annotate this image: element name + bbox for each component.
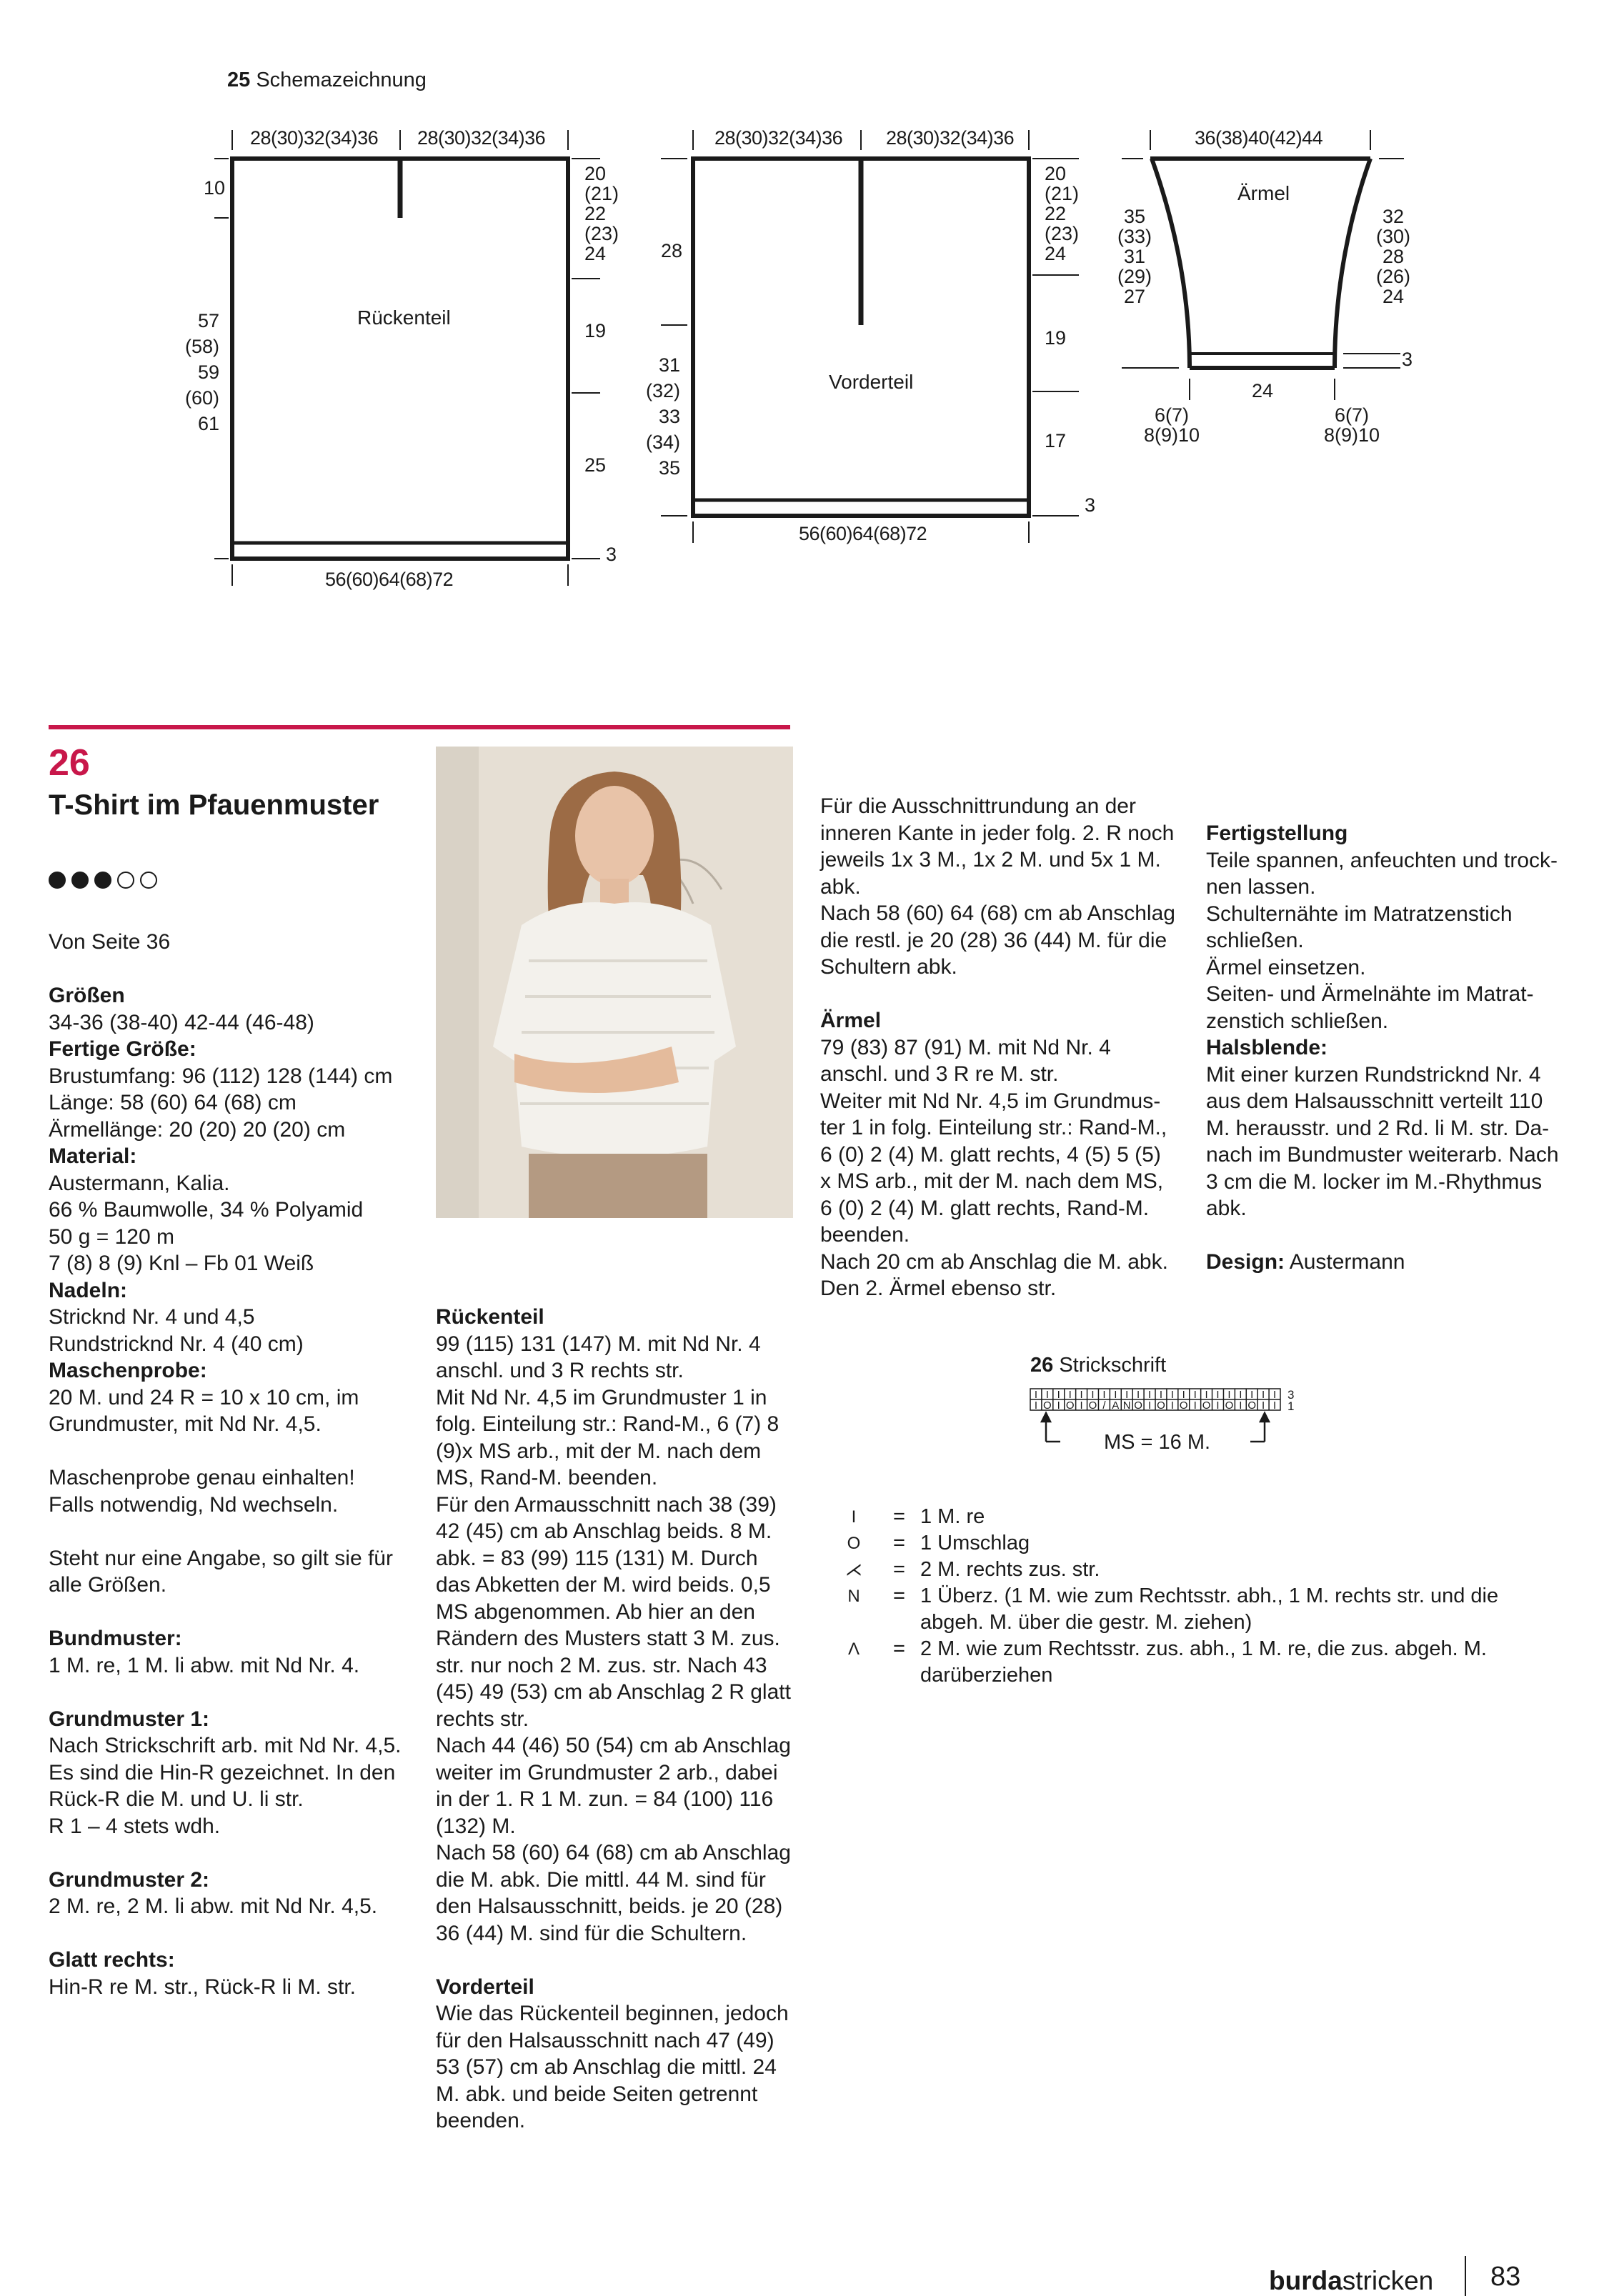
design-credit bbox=[1206, 1249, 1592, 1276]
front-left-top: 28 bbox=[661, 240, 683, 261]
sleeve-line: 6 (0) 2 (4) M. glatt rechts, Rand-M. bbox=[820, 1196, 1150, 1220]
legend-text: 1 Umschlag bbox=[920, 1532, 1030, 1554]
back-line: Rändern des Musters statt 3 M. zus. bbox=[436, 1627, 780, 1650]
base1-line: R 1 – 4 stets wdh. bbox=[49, 1814, 221, 1838]
back-top-right-width: 28(30)32(34)36 bbox=[417, 127, 546, 149]
sleeve-label: Ärmel bbox=[1237, 182, 1290, 204]
back-left-len-1: (58) bbox=[184, 336, 219, 357]
neckband-line: nach im Bundmuster weiterarb. Nach bbox=[1206, 1143, 1559, 1167]
gauge-heading: Maschenprobe: bbox=[49, 1359, 207, 1382]
accent-rule bbox=[49, 725, 790, 729]
sleeve-line: x MS arb., mit der M. nach dem MS, bbox=[820, 1169, 1164, 1193]
back-line: Mit Nd Nr. 4,5 im Grundmuster 1 in bbox=[436, 1385, 767, 1409]
finishing-line: Seiten- und Ärmelnähte im Matrat- bbox=[1206, 982, 1534, 1006]
back-line: 99 (115) 131 (147) M. mit Nd Nr. 4 bbox=[436, 1332, 761, 1356]
rib-text: 1 M. re, 1 M. li abw. mit Nd Nr. 4. bbox=[49, 1653, 360, 1677]
finishing-line: Schulternähte im Matratzenstich bbox=[1206, 902, 1513, 926]
sleeve-line: 6 (0) 2 (4) M. glatt rechts, 4 (5) 5 (5) bbox=[820, 1142, 1161, 1167]
back-left-top: 10 bbox=[204, 177, 226, 199]
chart-title: 26 Strickschrift bbox=[1030, 1354, 1167, 1377]
back-line: 42 (45) cm ab Anschlag beids. 8 M. bbox=[436, 1519, 772, 1543]
chart-cell-symbol: I bbox=[1193, 1389, 1197, 1401]
chart-cell-symbol: O bbox=[1065, 1399, 1075, 1412]
sleeve-right-len-4: 24 bbox=[1382, 286, 1405, 307]
chart-cell-symbol: I bbox=[1080, 1389, 1083, 1401]
chart-cell-symbol: O bbox=[1247, 1399, 1257, 1412]
difficulty-dot-filled bbox=[94, 872, 111, 889]
back-line: rechts str. bbox=[436, 1707, 529, 1731]
finishing-line: zenstich schließen. bbox=[1206, 1009, 1389, 1033]
back-line: in der 1. R 1 M. zun. = 84 (100) 116 bbox=[436, 1787, 774, 1811]
front-line: Wie das Rückenteil beginnen, jedoch bbox=[436, 2002, 789, 2025]
pattern-number: 26 bbox=[49, 742, 90, 784]
pattern-title: T-Shirt im Pfauenmuster bbox=[49, 789, 379, 821]
note-line: Maschenprobe genau einhalten! bbox=[49, 1466, 355, 1489]
difficulty-dot-empty bbox=[117, 872, 134, 889]
chart-cell-symbol: I bbox=[1034, 1399, 1038, 1412]
sleeve-left-len-2: 31 bbox=[1123, 246, 1146, 267]
chart-cell-symbol: I bbox=[1205, 1389, 1208, 1401]
schematic-svg bbox=[0, 0, 1609, 643]
finishing-line: nen lassen. bbox=[1206, 875, 1316, 899]
back-heading: Rückenteil bbox=[436, 1305, 544, 1329]
front-left-len-2: 33 bbox=[658, 406, 680, 427]
needles-line: Rundstricknd Nr. 4 (40 cm) bbox=[49, 1332, 304, 1356]
needles-heading: Nadeln: bbox=[49, 1278, 128, 1302]
chart-cell-symbol: I bbox=[1239, 1389, 1242, 1401]
yarn-over-symbol-icon: O bbox=[847, 1534, 861, 1553]
back-line: anschl. und 3 R rechts str. bbox=[436, 1359, 684, 1382]
page-number: 83 bbox=[1490, 2262, 1521, 2292]
back-right-low: 25 bbox=[584, 454, 607, 476]
base1-heading: Grundmuster 1: bbox=[49, 1707, 210, 1731]
chart-cell-symbol: I bbox=[1227, 1389, 1231, 1401]
neckband-line: abk. bbox=[1206, 1197, 1247, 1220]
knit-symbol-icon: I bbox=[851, 1507, 857, 1527]
difficulty-dot-empty bbox=[140, 872, 157, 889]
sleeve-piece bbox=[1122, 130, 1404, 400]
diagram-title: 25 Schemazeichnung bbox=[227, 69, 427, 91]
back-top-left-width: 28(30)32(34)36 bbox=[250, 127, 379, 149]
chart-row-label-3: 3 bbox=[1287, 1388, 1295, 1402]
chart-cell-symbol: O bbox=[1043, 1399, 1052, 1412]
material-line: 50 g = 120 m bbox=[49, 1224, 174, 1249]
back-line: Nach 58 (60) 64 (68) cm ab Anschlag bbox=[436, 1841, 791, 1865]
chart-cell-symbol: I bbox=[1159, 1389, 1163, 1401]
chart-cell-symbol: I bbox=[1057, 1399, 1060, 1412]
material-line: Austermann, Kalia. bbox=[49, 1171, 230, 1195]
ssk-symbol-icon: N bbox=[847, 1587, 860, 1606]
stockinette-text: Hin-R re M. str., Rück-R li M. str. bbox=[49, 1975, 357, 1999]
front-top-left-width: 28(30)32(34)36 bbox=[714, 127, 843, 149]
chart-cell-symbol: I bbox=[1080, 1399, 1083, 1412]
material-line: 66 % Baumwolle, 34 % Polyamid bbox=[49, 1198, 364, 1222]
back-line: (132) M. bbox=[436, 1814, 516, 1838]
base1-line: Es sind die Hin-R gezeichnet. In den bbox=[49, 1760, 396, 1785]
front-right-top-2: 22 bbox=[1045, 203, 1067, 224]
neckline-line: die restl. je 20 (28) 36 (44) M. für die bbox=[820, 928, 1167, 952]
front-left-len-3: (34) bbox=[645, 431, 680, 453]
front-right-top-0: 20 bbox=[1045, 163, 1067, 184]
material-heading: Material: bbox=[49, 1144, 137, 1168]
design-label: Design: bbox=[1206, 1250, 1285, 1274]
sleeve-left-len-1: (33) bbox=[1117, 226, 1152, 247]
knitting-chart bbox=[1029, 1386, 1300, 1464]
chart-cell-symbol: I bbox=[1193, 1399, 1197, 1412]
back-line: den Halsausschnitt, beids. je 20 (28) bbox=[436, 1895, 783, 1918]
chart-cell-symbol: O bbox=[1134, 1399, 1142, 1412]
sleeve-bottom-width: 24 bbox=[1252, 380, 1274, 401]
neckline-line: abk. bbox=[820, 874, 861, 899]
chart-cell-symbol: I bbox=[1102, 1389, 1106, 1401]
sleeve-right-inset-1: 8(9)10 bbox=[1323, 424, 1380, 446]
rib-heading: Bundmuster: bbox=[49, 1627, 182, 1650]
back-line: die M. abk. Die mittl. 44 M. sind für bbox=[436, 1867, 766, 1892]
chart-cell-symbol: I bbox=[1262, 1399, 1265, 1412]
note-line: alle Größen. bbox=[49, 1573, 167, 1597]
sleeve-line: beenden. bbox=[820, 1223, 910, 1247]
front-top-right-width: 28(30)32(34)36 bbox=[886, 127, 1015, 149]
design-name: Austermann bbox=[1285, 1250, 1405, 1274]
sleeve-right-inset-0: 6(7) bbox=[1334, 404, 1370, 426]
sleeve-heading: Ärmel bbox=[820, 1009, 882, 1032]
back-line: abk. = 83 (99) 115 (131) M. Durch bbox=[436, 1546, 758, 1570]
neckband-line: M. herausstr. und 2 Rd. li M. str. Da- bbox=[1206, 1116, 1550, 1140]
chart-cell-symbol: O bbox=[1157, 1399, 1165, 1412]
chart-cell-symbol: I bbox=[1262, 1389, 1265, 1401]
difficulty-dot-filled bbox=[71, 872, 89, 889]
front-left-len-4: 35 bbox=[658, 457, 680, 479]
finishing-line: Teile spannen, anfeuchten und trock- bbox=[1206, 848, 1558, 872]
front-piece bbox=[658, 130, 1079, 543]
footer-divider bbox=[1465, 2256, 1466, 2296]
back-bottom-band: 3 bbox=[606, 544, 617, 565]
chart-cell-symbol: I bbox=[1114, 1389, 1117, 1401]
finished-size-heading: Fertige Größe: bbox=[49, 1037, 196, 1061]
front-right-low: 17 bbox=[1045, 430, 1067, 451]
finishing-heading: Fertigstellung bbox=[1206, 822, 1348, 845]
front-line: M. abk. und beide Seiten getrennt bbox=[436, 2082, 758, 2106]
back-left-len-2: 59 bbox=[197, 361, 219, 383]
back-right-top-4: 24 bbox=[584, 243, 607, 264]
chart-cell-symbol: O bbox=[1202, 1399, 1211, 1412]
back-line: Nach 44 (46) 50 (54) cm ab Anschlag bbox=[436, 1734, 791, 1757]
back-piece bbox=[214, 130, 600, 586]
chart-cell-symbol: I bbox=[1147, 1389, 1152, 1401]
chart-cell-symbol: A bbox=[1112, 1399, 1120, 1412]
back-right-top-2: 22 bbox=[584, 203, 607, 224]
note-line: Steht nur eine Angabe, so gilt sie für bbox=[49, 1546, 393, 1570]
front-right-top-1: (21) bbox=[1045, 183, 1080, 204]
legend-text: 2 M. rechts zus. str. bbox=[920, 1558, 1100, 1581]
sleeve-right-len-1: (30) bbox=[1375, 226, 1411, 247]
neckband-heading: Halsblende: bbox=[1206, 1036, 1328, 1059]
chart-cell-symbol: I bbox=[1068, 1389, 1072, 1401]
s2kp-symbol-icon: Λ bbox=[847, 1639, 860, 1659]
sleeve-line: Den 2. Ärmel ebenso str. bbox=[820, 1277, 1057, 1300]
schematic-diagram bbox=[0, 0, 1609, 643]
back-line: (9)x MS arb., mit der M. nach dem bbox=[436, 1439, 762, 1463]
back-right-mid: 19 bbox=[584, 320, 607, 341]
finished-line: Brustumfang: 96 (112) 128 (144) cm bbox=[49, 1064, 393, 1088]
neckband-line: aus dem Halsausschnitt verteilt 110 bbox=[1206, 1089, 1543, 1113]
chart-cell-symbol: I bbox=[1272, 1389, 1277, 1401]
difficulty-rating bbox=[49, 872, 157, 889]
chart-cell-symbol: I bbox=[1250, 1389, 1254, 1401]
back-right-top-1: (21) bbox=[584, 183, 619, 204]
back-line: MS abgenommen. Ab hier an den bbox=[436, 1599, 755, 1624]
legend-text-cont: darüberziehen bbox=[920, 1664, 1053, 1687]
finished-line: Länge: 58 (60) 64 (68) cm bbox=[49, 1091, 297, 1114]
neckline-line: Für die Ausschnittrundung an der bbox=[820, 794, 1136, 818]
note-line: Falls notwendig, Nd wechseln. bbox=[49, 1492, 339, 1517]
needles-line: Stricknd Nr. 4 und 4,5 bbox=[49, 1305, 255, 1329]
chart-cell-symbol: I bbox=[1182, 1389, 1185, 1401]
finishing-line: Ärmel einsetzen. bbox=[1206, 955, 1366, 979]
front-right-top-4: 24 bbox=[1045, 243, 1067, 264]
front-left-len-0: 31 bbox=[658, 354, 680, 376]
chart-cell-symbol: I bbox=[1239, 1399, 1242, 1412]
chart-cell-symbol: I bbox=[1091, 1389, 1095, 1401]
gauge-line: Grundmuster, mit Nd Nr. 4,5. bbox=[49, 1412, 322, 1436]
back-line: Für den Armausschnitt nach 38 (39) bbox=[436, 1492, 777, 1517]
base2-heading: Grundmuster 2: bbox=[49, 1867, 210, 1892]
gauge-line: 20 M. und 24 R = 10 x 10 cm, im bbox=[49, 1385, 359, 1409]
stockinette-heading: Glatt rechts: bbox=[49, 1948, 175, 1972]
sleeve-right-len-3: (26) bbox=[1375, 266, 1411, 287]
front-line: beenden. bbox=[436, 2109, 526, 2132]
base2-text: 2 M. re, 2 M. li abw. mit Nd Nr. 4,5. bbox=[49, 1895, 378, 1918]
model-photo bbox=[436, 747, 793, 1218]
neckline-line: Nach 58 (60) 64 (68) cm ab Anschlag bbox=[820, 902, 1175, 925]
repeat-label: MS = 16 M. bbox=[1104, 1431, 1211, 1454]
back-left-len-3: (60) bbox=[184, 387, 219, 409]
sleeve-line: 79 (83) 87 (91) M. mit Nd Nr. 4 bbox=[820, 1035, 1111, 1059]
chart-row-label-1: 1 bbox=[1287, 1399, 1295, 1413]
chart-cell-symbol: O bbox=[1225, 1399, 1234, 1412]
back-right-top-0: 20 bbox=[584, 163, 607, 184]
back-label: Rückenteil bbox=[357, 306, 451, 329]
sleeve-left-inset-1: 8(9)10 bbox=[1143, 424, 1200, 446]
chart-cell-symbol: I bbox=[1170, 1389, 1174, 1401]
chart-cell-symbol: I bbox=[1147, 1399, 1152, 1412]
sleeve-line: Weiter mit Nd Nr. 4,5 im Grundmus- bbox=[820, 1089, 1161, 1113]
base1-line: Nach Strickschrift arb. mit Nd Nr. 4,5. bbox=[49, 1734, 402, 1757]
chart-cell-symbol: I bbox=[1034, 1389, 1038, 1401]
front-left-len-1: (32) bbox=[645, 380, 680, 401]
front-line: für den Halsausschnitt nach 47 (49) bbox=[436, 2028, 774, 2052]
sleeve-right-len-2: 28 bbox=[1382, 246, 1405, 267]
chart-cell-symbol: I bbox=[1137, 1389, 1140, 1401]
column-4 bbox=[1206, 820, 1592, 1276]
legend-text: 1 M. re bbox=[920, 1505, 985, 1528]
chart-cell-symbol: N bbox=[1122, 1399, 1131, 1412]
chart-cell-symbol: I bbox=[1057, 1389, 1060, 1401]
material-line: 7 (8) 8 (9) Knl – Fb 01 Weiß bbox=[49, 1252, 314, 1275]
back-line: 36 (44) M. sind für die Schultern. bbox=[436, 1921, 747, 1945]
legend-text: 1 Überz. (1 M. wie zum Rechtsstr. abh., 1 M. rechts str. und die bbox=[920, 1584, 1499, 1607]
sleeve-left-len-3: (29) bbox=[1117, 266, 1152, 287]
sleeve-band: 3 bbox=[1402, 349, 1413, 370]
difficulty-dot-filled bbox=[49, 872, 66, 889]
back-right-top-3: (23) bbox=[584, 223, 619, 244]
front-line: 53 (57) cm ab Anschlag die mittl. 24 bbox=[436, 2055, 777, 2079]
chart-cell-symbol: I bbox=[1170, 1399, 1174, 1412]
chart-cell-symbol: I bbox=[1216, 1389, 1220, 1401]
chart-cell-symbol: I bbox=[1272, 1399, 1277, 1412]
neckband-line: Mit einer kurzen Rundstricknd Nr. 4 bbox=[1206, 1062, 1541, 1087]
neckline-line: inneren Kante in jeder folg. 2. R noch bbox=[820, 821, 1175, 845]
back-left-len-4: 61 bbox=[197, 413, 219, 434]
sleeve-right-len-0: 32 bbox=[1382, 206, 1405, 227]
sleeve-left-len-0: 35 bbox=[1123, 206, 1146, 227]
finishing-line: schließen. bbox=[1206, 929, 1304, 952]
base1-line: Rück-R die M. und U. li str. bbox=[49, 1787, 304, 1811]
column-2 bbox=[436, 1304, 807, 2135]
sleeve-top-width: 36(38)40(42)44 bbox=[1195, 127, 1323, 149]
chart-cell-symbol: O bbox=[1179, 1399, 1188, 1412]
from-page: Von Seite 36 bbox=[49, 930, 171, 954]
sleeve-left-len-4: 27 bbox=[1123, 286, 1146, 307]
column-1 bbox=[49, 929, 420, 2000]
back-left-len-0: 57 bbox=[197, 310, 219, 331]
back-bottom-width: 56(60)64(68)72 bbox=[325, 569, 454, 590]
neckline-line: Schultern abk. bbox=[820, 955, 957, 979]
front-label: Vorderteil bbox=[829, 371, 914, 393]
chart-cell-symbol: I bbox=[1216, 1399, 1220, 1412]
back-line: str. nur noch 2 M. zus. str. Nach 43 bbox=[436, 1653, 767, 1677]
back-line: das Abketten der M. wird beids. 0,5 bbox=[436, 1573, 771, 1597]
sleeve-line: ter 1 in folg. Einteilung str.: Rand-M., bbox=[820, 1116, 1167, 1139]
chart-cell-symbol: I bbox=[1045, 1389, 1049, 1401]
back-line: (45) 49 (53) cm ab Anschlag 2 R glatt bbox=[436, 1680, 791, 1704]
sizes-text: 34-36 (38-40) 42-44 (46-48) bbox=[49, 1010, 314, 1034]
chart-cell-symbol: / bbox=[1102, 1399, 1106, 1412]
neckband-line: 3 cm die M. locker im M.-Rhythmus bbox=[1206, 1169, 1543, 1194]
column-3 bbox=[820, 793, 1206, 1302]
front-heading: Vorderteil bbox=[436, 1975, 534, 1999]
legend-text-cont: abgeh. M. über die gestr. M. ziehen) bbox=[920, 1611, 1252, 1634]
sleeve-line: Nach 20 cm ab Anschlag die M. abk. bbox=[820, 1249, 1168, 1274]
front-right-top-3: (23) bbox=[1045, 223, 1080, 244]
back-line: MS, Rand-M. beenden. bbox=[436, 1466, 658, 1489]
chart-cell-symbol: O bbox=[1088, 1399, 1097, 1412]
front-bottom-band: 3 bbox=[1085, 494, 1096, 516]
chart-cell-symbol: I bbox=[1125, 1389, 1129, 1401]
finished-line: Ärmellänge: 20 (20) 20 (20) cm bbox=[49, 1117, 346, 1142]
front-bottom-width: 56(60)64(68)72 bbox=[799, 523, 927, 544]
magazine-brand: burdastricken bbox=[1269, 2266, 1434, 2295]
k2tog-symbol-icon: ⋌ bbox=[845, 1560, 862, 1579]
front-right-mid: 19 bbox=[1045, 327, 1067, 349]
sizes-heading: Größen bbox=[49, 984, 125, 1007]
legend-text: 2 M. wie zum Rechtsstr. zus. abh., 1 M. re, die zus. abgeh. M. bbox=[920, 1637, 1487, 1660]
sleeve-left-inset-0: 6(7) bbox=[1154, 404, 1190, 426]
sleeve-line: anschl. und 3 R re M. str. bbox=[820, 1062, 1059, 1086]
back-line: folg. Einteilung str.: Rand-M., 6 (7) 8 bbox=[436, 1412, 779, 1436]
back-line: weiter im Grundmuster 2 arb., dabei bbox=[436, 1760, 778, 1785]
neckline-line: jeweils 1x 3 M., 1x 2 M. und 5x 1 M. bbox=[820, 848, 1161, 872]
